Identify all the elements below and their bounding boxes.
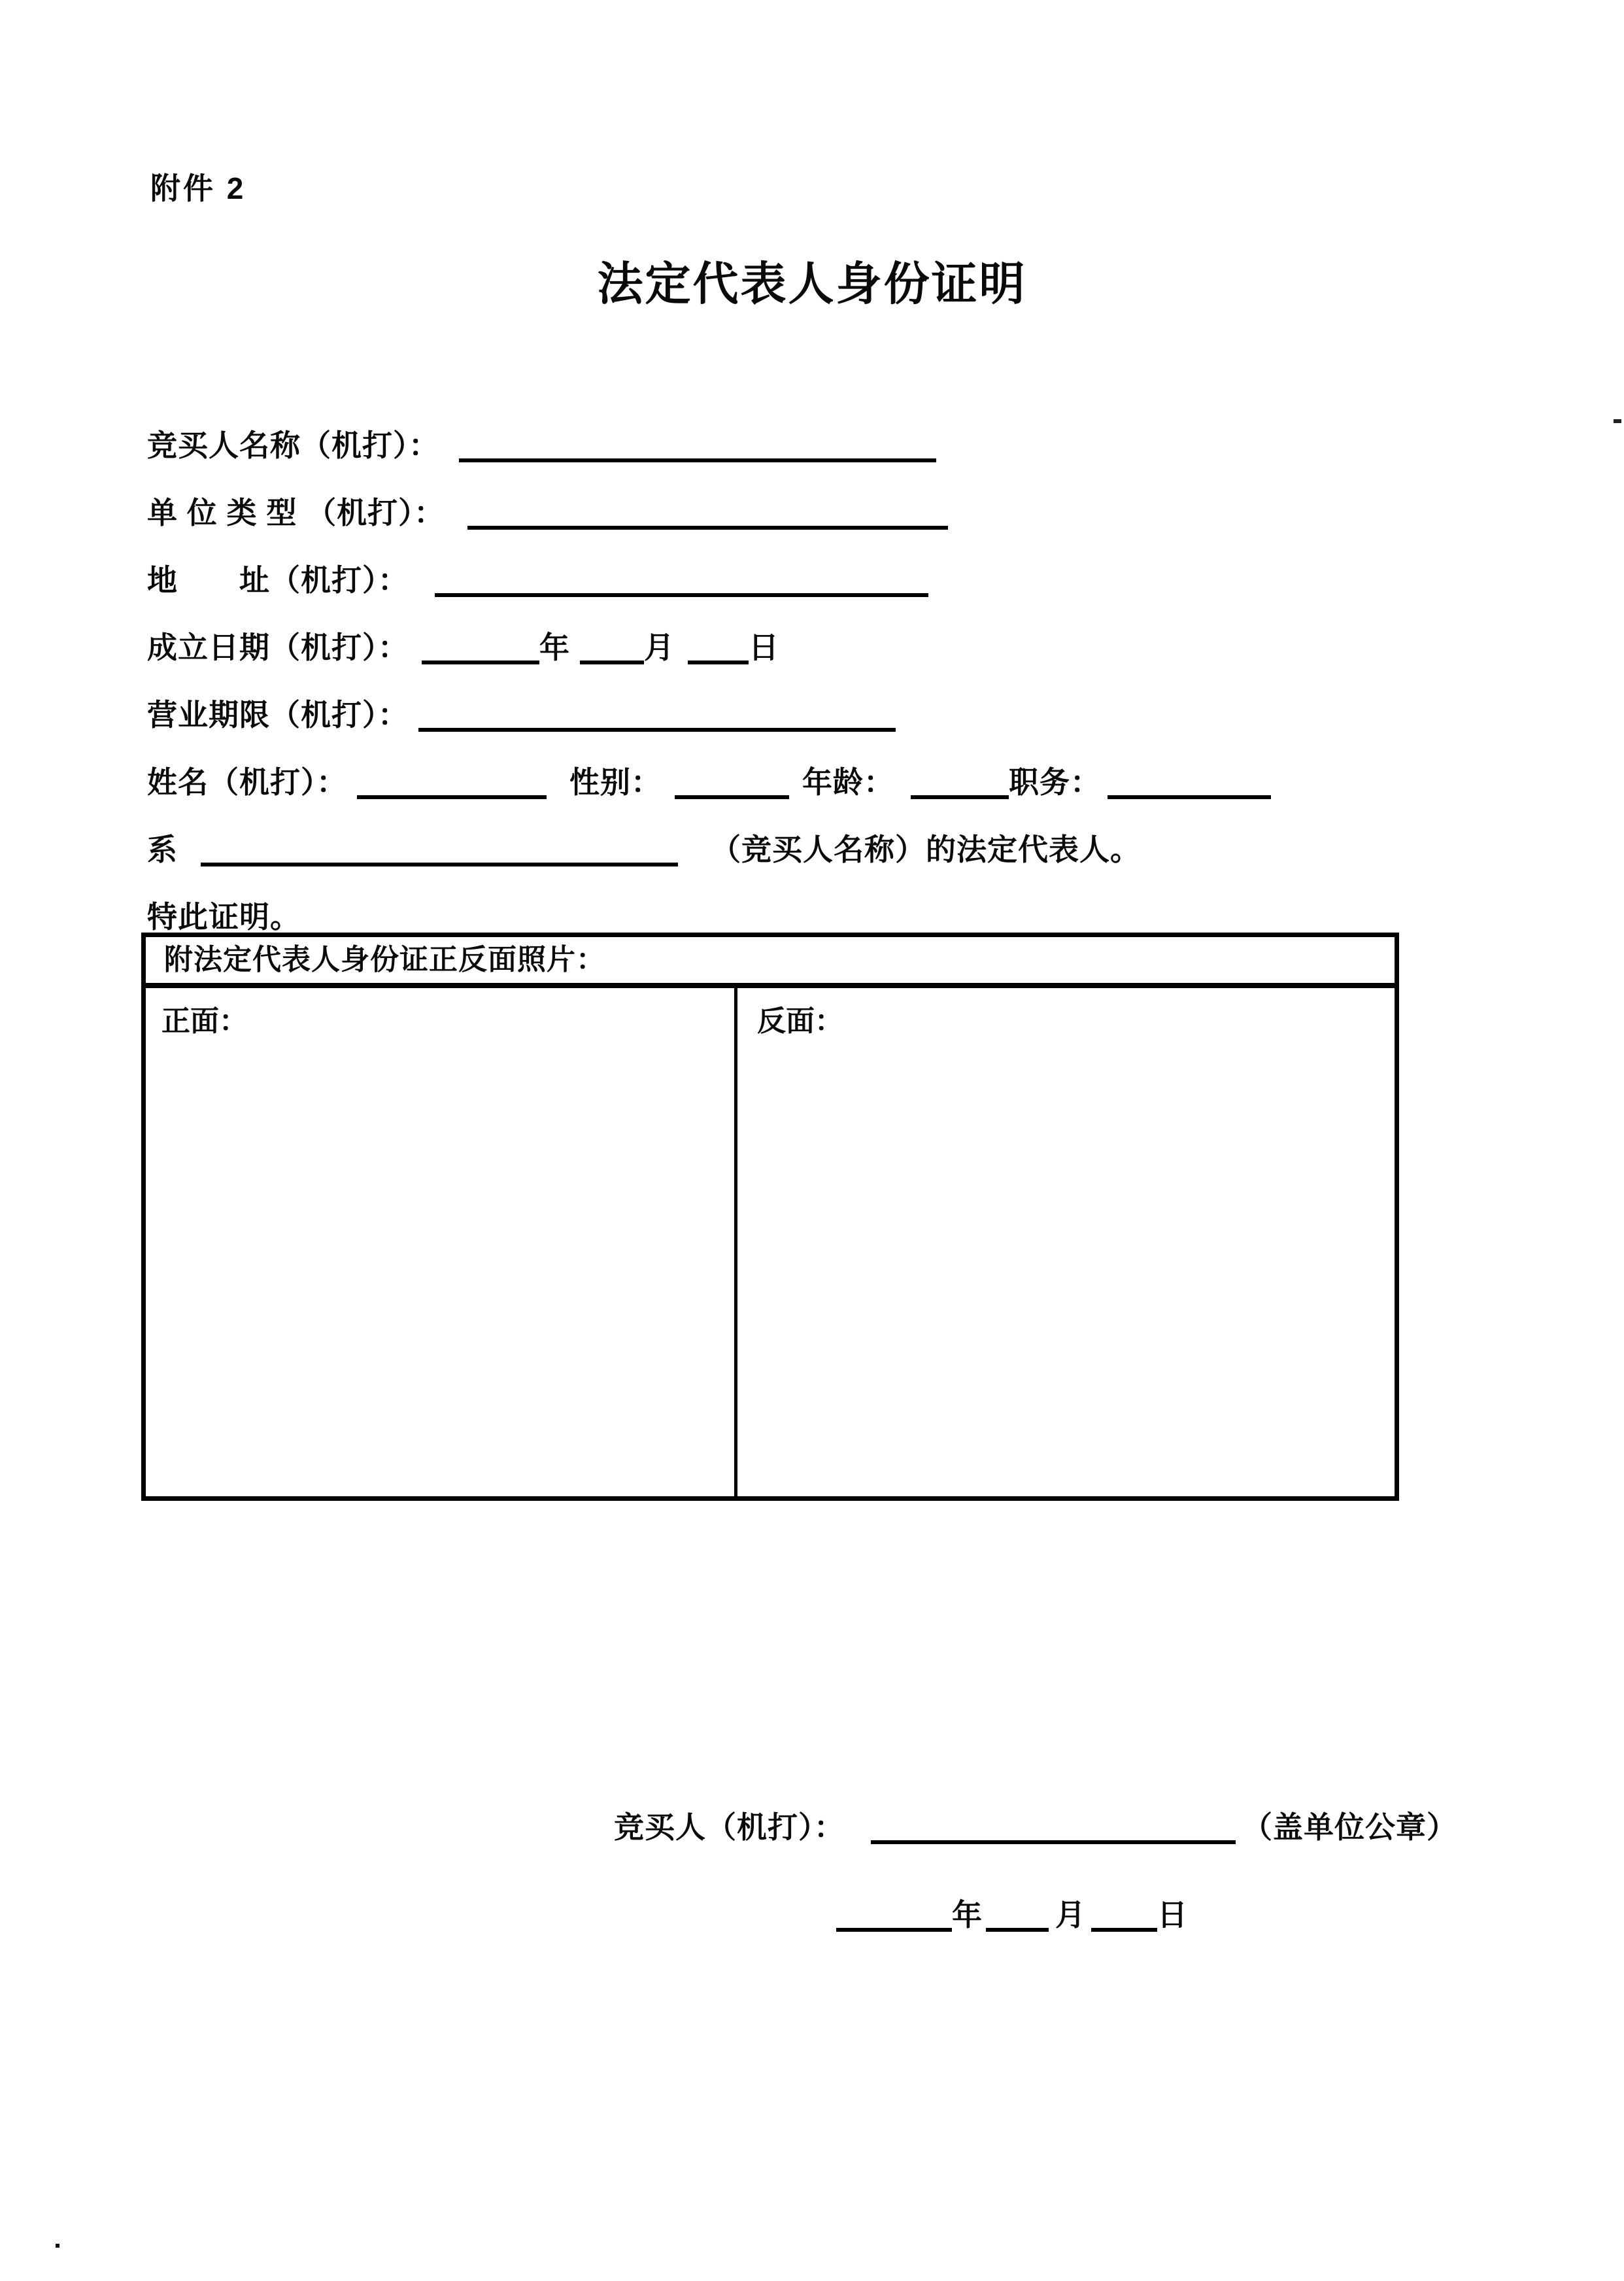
name-blank (357, 793, 547, 799)
age-blank (911, 793, 1009, 799)
footer-year-suffix: 年 (952, 1898, 983, 1932)
row-buyer-name (147, 422, 936, 465)
row-is-statement (147, 826, 1141, 869)
footer-day-blank (1091, 1925, 1157, 1932)
id-photo-box (141, 933, 1399, 1501)
position-label: 职务： (1009, 765, 1101, 799)
back-label: 反面： (757, 1005, 843, 1037)
business-term-label: 营业期限（机打）： (147, 698, 409, 732)
footer-month-blank (986, 1925, 1049, 1932)
row-unit-type (147, 489, 948, 532)
footer-year-blank (836, 1925, 952, 1932)
document-title: 法定代表人身份证明 (597, 258, 1027, 309)
name-label: 姓名（机打）： (147, 765, 347, 799)
row-establish-date (147, 624, 779, 667)
photo-box-header: 附法定代表人身份证正反面照片： (146, 937, 1395, 988)
month-suffix: 月 (644, 630, 675, 664)
address-label: 地 址（机打）： (147, 563, 409, 597)
gender-label: 性别： (569, 765, 662, 799)
footer-date-line (836, 1891, 1188, 1934)
footer-month-suffix: 月 (1055, 1898, 1086, 1932)
buyer-name-label: 竞买人名称（机打）： (147, 428, 439, 462)
footer-buyer-line (614, 1804, 1457, 1847)
establish-year-blank (422, 658, 539, 664)
age-label: 年龄： (802, 765, 894, 799)
is-suffix: （竞买人名称）的法定代表人。 (711, 832, 1141, 866)
photo-cell-back (737, 988, 1395, 1496)
certify-statement: 特此证明。 (147, 900, 301, 934)
establish-date-label: 成立日期（机打）： (147, 630, 409, 664)
establish-month-blank (580, 658, 644, 664)
footer-buyer-blank (871, 1838, 1236, 1844)
front-label: 正面： (161, 1005, 248, 1037)
gender-blank (675, 793, 789, 799)
scan-artifact-dash (1614, 419, 1621, 423)
footer-buyer-label: 竞买人（机打）： (614, 1810, 845, 1844)
year-suffix: 年 (539, 630, 570, 664)
unit-type-label: 单 位 类 型 （机打）： (147, 496, 445, 530)
seal-note: （盖单位公章） (1242, 1810, 1457, 1844)
footer-day-suffix: 日 (1157, 1898, 1188, 1932)
day-suffix: 日 (749, 630, 779, 664)
attachment-label: 附件 2 (150, 171, 246, 205)
position-blank (1108, 793, 1271, 799)
address-blank (435, 591, 928, 597)
row-business-term (147, 691, 896, 734)
business-term-blank (418, 725, 896, 732)
establish-day-blank (688, 658, 749, 664)
photo-cell-front (146, 988, 737, 1496)
row-address (147, 557, 928, 600)
unit-type-blank (467, 523, 948, 530)
photo-box-body (146, 988, 1395, 1496)
company-name-blank (201, 860, 678, 866)
buyer-name-blank (459, 456, 936, 462)
is-prefix: 系 (147, 832, 178, 866)
scan-artifact-speck (56, 2244, 59, 2248)
row-legal-rep-info (147, 759, 1271, 802)
